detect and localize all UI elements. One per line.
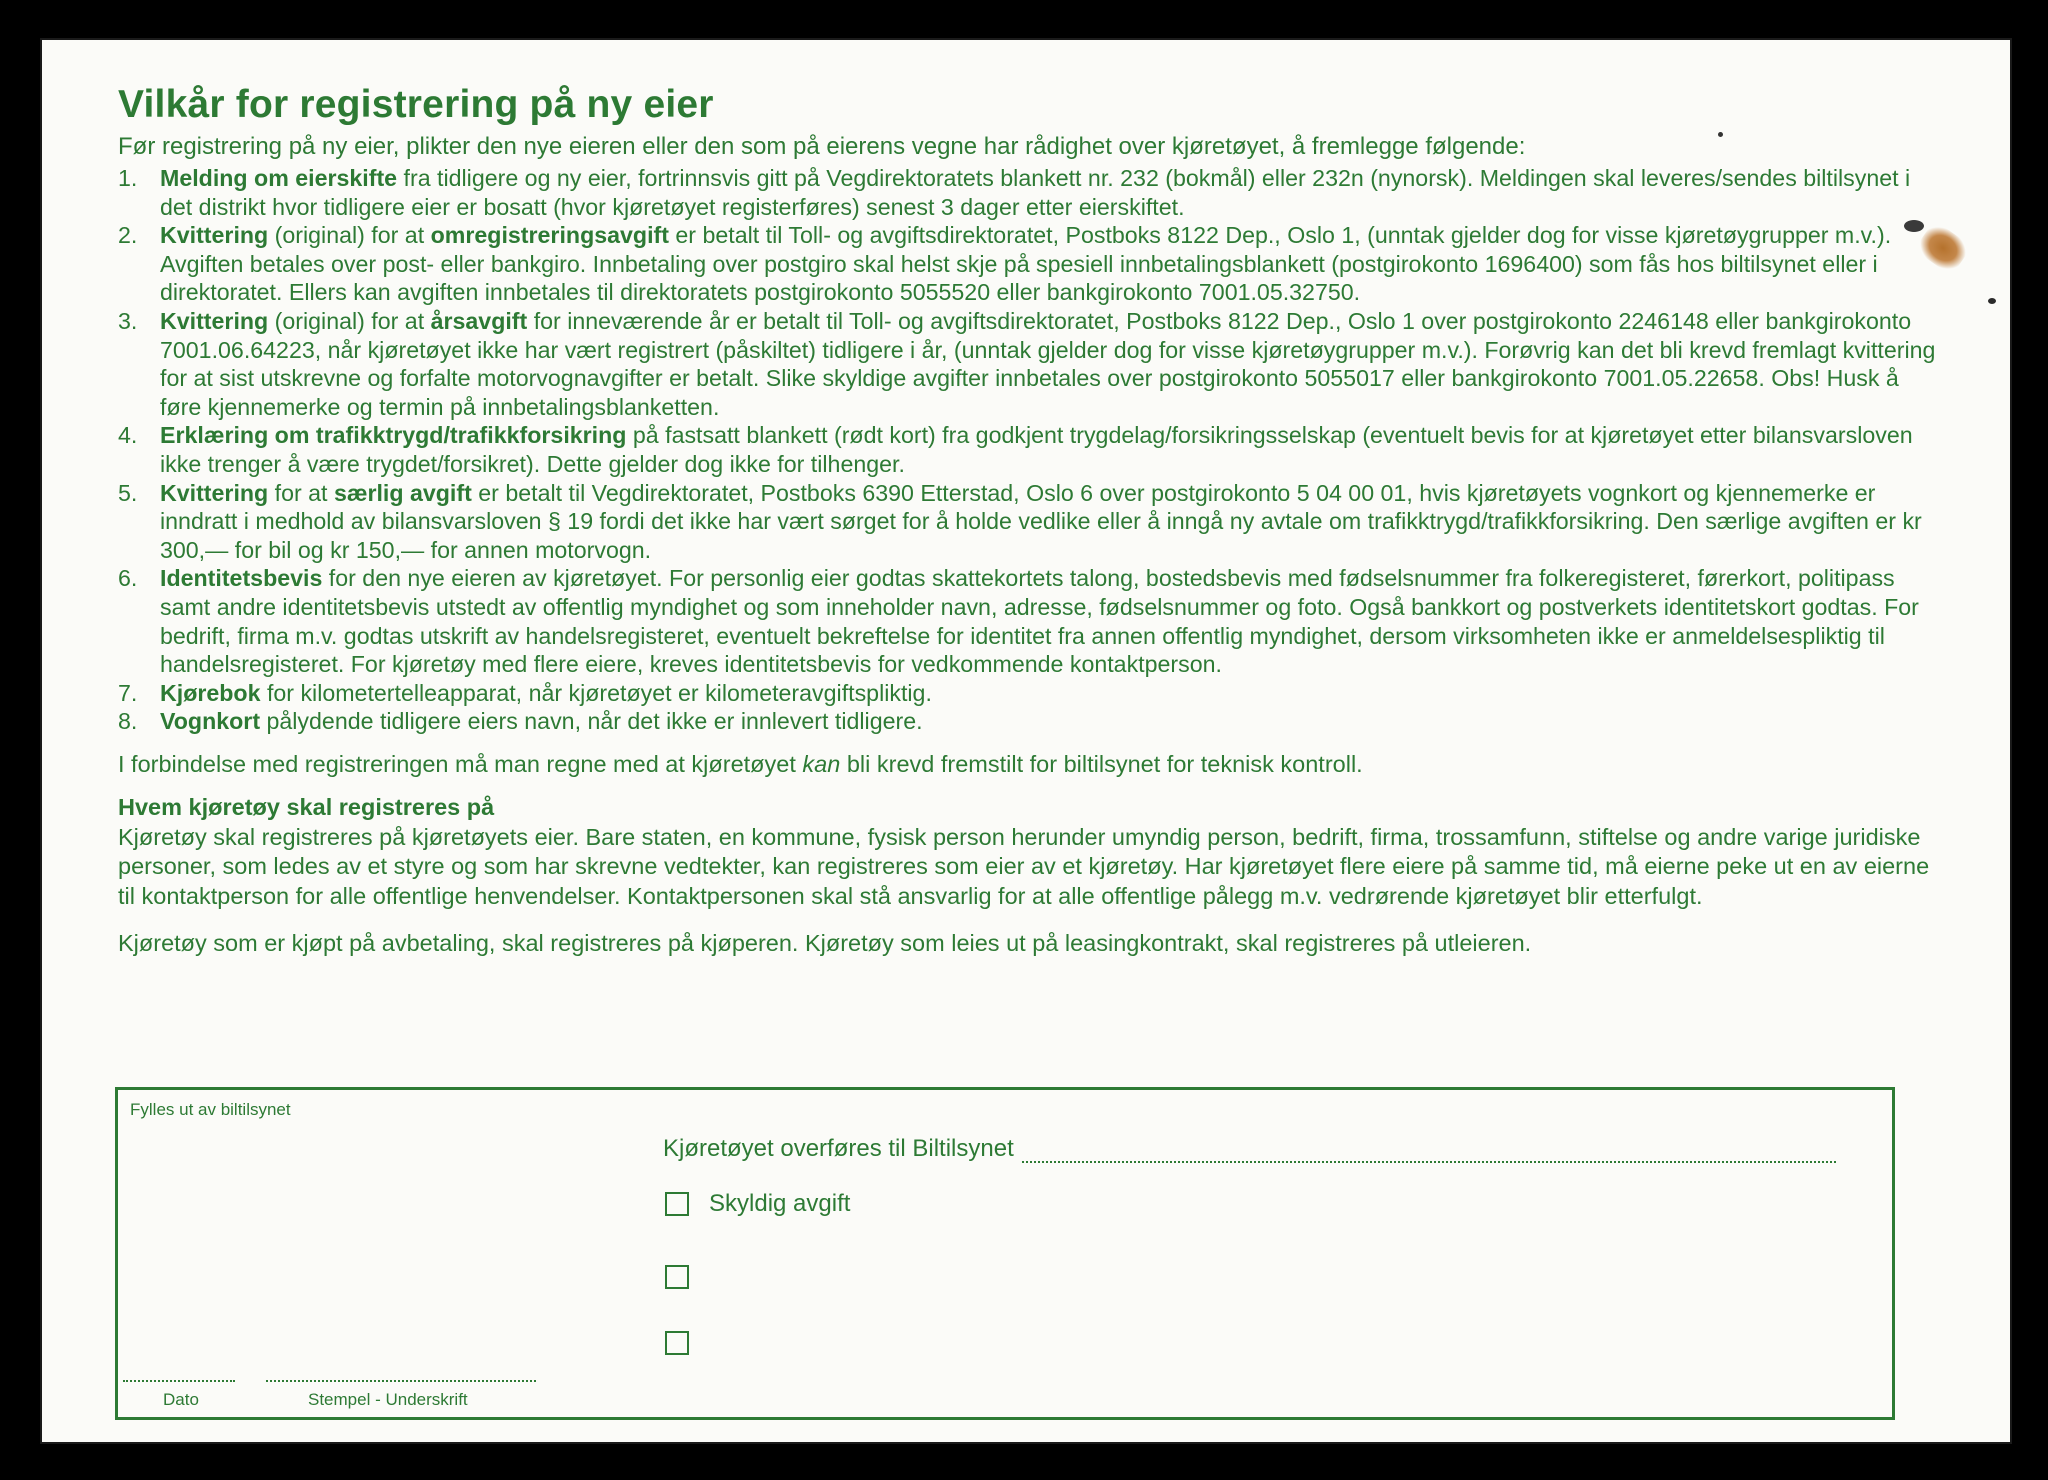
checkbox-blank-1[interactable] — [665, 1265, 709, 1289]
installment-text: Kjøretøy som er kjøpt på avbetaling, skal registreres på kjøperen. Kjøretøy som leies ut på leasingkontrakt, skal registreres på utleieren. — [118, 930, 1532, 957]
date-dotted-line[interactable] — [123, 1380, 235, 1382]
list-item: 1. Melding om eierskifte fra tidligere og ny eier, fortrinnsvis gitt på Vegdirektoratets blankett nr. 232 (bokmål) eller 232n (nynorsk). Meldingen skal leveres/sendes biltilsynet i det distrikt hvor tidligere eier er bosatt (hvor kjøretøyet registerføres) senest 3 dager etter eierskiftet. — [118, 165, 1911, 220]
transfer-field[interactable] — [663, 1135, 1836, 1163]
box-label: Fylles ut av biltilsynet — [130, 1100, 291, 1119]
item-number: 7. — [118, 679, 138, 706]
who-text: Kjøretøy skal registreres på kjøretøyets eier. Bare staten, en kommune, fysisk person herunder umyndig person, bedrift, firma, trossamfunn, stiftelse og andre varige juridiske personer, som ledes av et styre og som har skrevne vedtekter, kan registreres som eier av et kjøretøy. Har kjøretøyet flere eiere på samme tid, må eierne peke ut en av eierne til kontaktperson for alle offentlige henvendelser. Kontaktpersonen skal stå ansvarlig for at alle offentlige pålegg m.v. vedrørende kjøretøyet blir etterfulgt. — [118, 823, 1930, 909]
item-heading: Kvittering — [160, 479, 269, 506]
list-item: 2. Kvittering (original) for at omregistreringsavgift er betalt til Toll- og avgiftsdirektoratet, Postboks 8122 Dep., Oslo 1, (unntak gjelder dog for visse kjøretøygrupper m.v.). Avgiften betales over post- eller bankgiro. Innbetaling over postgiro skal helst skje på spesiell innbetalingsblankett (postgirokonto 1696400) som fås hos biltilsynet eller i direktoratet. Ellers kan avgiften innbetales til direktoratets postgirokonto 5055520 eller bankgirokonto 7001.05.32750. — [118, 222, 1892, 306]
item-number: 8. — [118, 708, 138, 735]
list-item: 8. Vognkort pålydende tidligere eiers navn, når det ikke er innlevert tidligere. — [118, 708, 923, 735]
list-item: 4. Erklæring om trafikktrygd/trafikkforsikring på fastsatt blankett (rødt kort) fra godkjent trygdelag/forsikringsselskap (eventuelt bevis for at kjøretøyet etter bilansvarsloven ikke trenger å være trygdet/forsikret). Dette gjelder dog ikke for tilhenger. — [118, 422, 1913, 477]
checkbox[interactable] — [665, 1265, 689, 1289]
checkbox-skyldig-avgift[interactable] — [665, 1190, 850, 1218]
stain-mark — [1718, 132, 1723, 137]
transfer-label: Kjøretøyet overføres til Biltilsynet — [663, 1135, 1014, 1162]
item-number: 5. — [118, 479, 138, 506]
item-number: 3. — [118, 307, 138, 334]
checkbox-label: Skyldig avgift — [709, 1190, 851, 1217]
item-heading: Kjørebok — [160, 679, 261, 706]
intro-text: Før registrering på ny eier, plikter den nye eieren eller den som på eierens vegne har rådighet over kjøretøyet, å fremlegge følgende: — [118, 133, 1526, 160]
checkbox-blank-2[interactable] — [665, 1331, 709, 1355]
list-item: 7. Kjørebok for kilometertelleapparat, når kjøretøyet er kilometeravgiftspliktig. — [118, 679, 932, 706]
terms-content — [118, 80, 1938, 959]
section-heading: Hvem kjøretøy skal registreres på — [118, 794, 495, 821]
item-heading: Erklæring om trafikktrygd/trafikkforsikring — [160, 422, 627, 449]
signature-label: Stempel - Underskrift — [308, 1390, 468, 1409]
date-label: Dato — [163, 1390, 199, 1409]
list-item: 3. Kvittering (original) for at årsavgift for inneværende år er betalt til Toll- og avgiftsdirektoratet, Postboks 8122 Dep., Oslo 1 over postgirokonto 2246148 eller bankgirokonto 7001.06.64223, når kjøretøyet ikke har vært registrert (påskiltet) tidligere i år, (unntak gjelder dog for visse kjøretøygrupper m.v.). Forøvrig kan det bli krevd fremlagt kvittering for at sist utskrevne og forfalte motorvognavgifter er betalt. Slike skyldige avgifter innbetales over postgirokonto 5055017 eller bankgirokonto 7001.05.22658. Obs! Husk å føre kjennemerke og termin på innbetalingsblanketten. — [118, 307, 1936, 420]
item-number: 2. — [118, 222, 138, 249]
stain-mark — [1988, 298, 1996, 304]
inspection-note: I forbindelse med registreringen må man regne med at kjøretøyet kan bli krevd fremstilt for biltilsynet for teknisk kontroll. — [118, 750, 1363, 777]
item-heading: Vognkort — [160, 708, 261, 735]
item-heading: Kvittering — [160, 307, 269, 334]
stain-mark — [1904, 220, 1924, 232]
item-heading: Melding om eierskifte — [160, 165, 398, 191]
signature-dotted-line[interactable] — [266, 1380, 536, 1382]
list-item: 5. Kvittering for at særlig avgift er betalt til Vegdirektoratet, Postboks 6390 Etterstad, Oslo 6 over postgirokonto 5 04 00 01, hvis kjøretøyets vognkort og kjennemerke er inndratt i medhold av bilansvarsloven § 19 fordi det ikke har vært sørget for å holde vedlike eller å inngå ny avtale om trafikktrygd/trafikkforsikring. Den særlige avgiften er kr 300,— for bil og kr 150,— for annen motorvogn. — [118, 479, 1922, 563]
item-number: 6. — [118, 565, 138, 592]
item-number: 1. — [118, 165, 138, 191]
checkbox[interactable] — [665, 1192, 689, 1216]
official-use-box — [115, 1087, 1895, 1420]
list-item: 6. Identitetsbevis for den nye eieren av kjøretøyet. For personlig eier godtas skattekortets talong, bostedsbevis med fødselsnummer fra folkeregisteret, førerkort, politipass samt andre identitetsbevis utstedt av offentlig myndighet og som inneholder navn, adresse, fødselsnummer og foto. Også bankkort og postverkets identitetskort godtas. For bedrift, firma m.v. godtas utskrift av handelsregisteret, eventuelt bekreftelse for identitet fra annen offentlig myndighet, dersom virksomheten ikke er anmeldelsespliktig til handelsregisteret. For kjøretøy med flere eiere, kreves identitetsbevis for vedkommende kontaktperson. — [118, 565, 1919, 678]
item-heading: Kvittering — [160, 222, 269, 249]
page-title: Vilkår for registrering på ny eier — [118, 83, 714, 126]
checkbox[interactable] — [665, 1331, 689, 1355]
item-number: 4. — [118, 422, 138, 449]
transfer-dotted-line[interactable] — [1022, 1143, 1836, 1163]
requirements-list — [118, 164, 1938, 736]
item-heading: Identitetsbevis — [160, 565, 323, 592]
